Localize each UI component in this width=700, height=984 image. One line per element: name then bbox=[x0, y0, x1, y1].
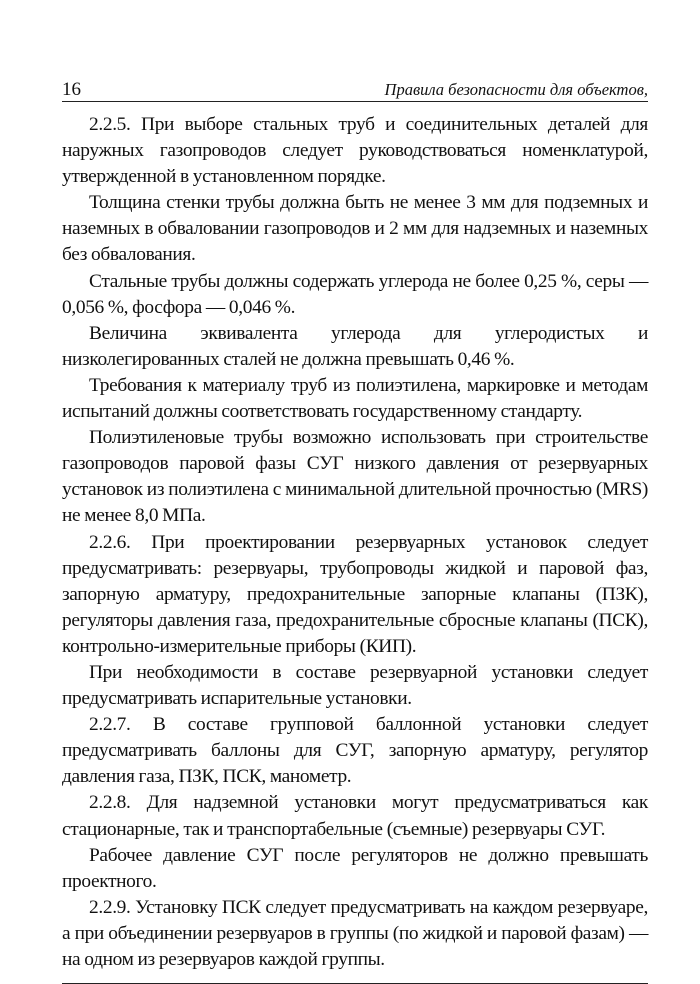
running-title: Правила безопасности для объектов, bbox=[384, 80, 648, 99]
paragraph-2-2-6: 2.2.6. При проектировании резервуарных установок следует предусматривать: резервуары, трубопроводы жидкой и паровой фаз, запорную арматуру, предохранительные запорные клапаны (ПЗК), регуляторы давления газа, предохранительные сбросные клапаны (ПСК), контрольно-измерительные приборы (КИП). bbox=[62, 531, 648, 657]
paragraph-carbon-equivalent: Величина эквивалента углерода для углеродистых и низколегированных сталей не должна превышать 0,46 %. bbox=[62, 322, 648, 370]
paragraph-2-2-7: 2.2.7. В составе групповой баллонной установки следует предусматривать баллоны для СУГ, запорную арматуру, регулятор давления газа, ПЗК, ПСК, манометр. bbox=[62, 714, 648, 788]
paragraph-2-2-8: 2.2.8. Для надземной установки могут предусматриваться как стационарные, так и транспортабельные (съемные) резервуары СУГ. bbox=[62, 792, 648, 840]
paragraph-wall-thickness: Толщина стенки трубы должна быть не менее 3 мм для подземных и наземных в обваловании газопроводов и 2 мм для надземных и наземных без обвалования. bbox=[62, 192, 648, 266]
page-number: 16 bbox=[62, 79, 81, 100]
paragraph-2-2-9: 2.2.9. Установку ПСК следует предусматривать на каждом резервуаре, а при объединении резервуаров в группы (по жидкой и паровой фазам) — на одном из резервуаров каждой группы. bbox=[62, 896, 648, 970]
paragraph-steel-composition: Стальные трубы должны содержать углерода не более 0,25 %, серы — 0,056 %, фосфора — 0,046 %. bbox=[62, 270, 648, 318]
document-page bbox=[62, 78, 648, 984]
paragraph-2-2-5: 2.2.5. При выборе стальных труб и соединительных деталей для наружных газопроводов следует руководствоваться номенклатурой, утвержденной в установленном порядке. bbox=[62, 114, 648, 188]
paragraph-polyethylene-usage: Полиэтиленовые трубы возможно использовать при строительстве газопроводов паровой фазы СУГ низкого давления от резервуарных установок из полиэтилена с минимальной длительной прочностью (MRS) не менее 8,0 МПа. bbox=[62, 427, 648, 527]
running-header bbox=[62, 78, 648, 102]
body-text bbox=[62, 112, 648, 973]
paragraph-polyethylene-requirements: Требования к материалу труб из полиэтилена, маркировке и методам испытаний должны соответствовать государственному стандарту. bbox=[62, 374, 648, 423]
paragraph-evaporators: При необходимости в составе резервуарной установки следует предусматривать испарительные установки. bbox=[62, 661, 648, 710]
paragraph-working-pressure: Рабочее давление СУГ после регуляторов не должно превышать проектного. bbox=[62, 844, 648, 892]
